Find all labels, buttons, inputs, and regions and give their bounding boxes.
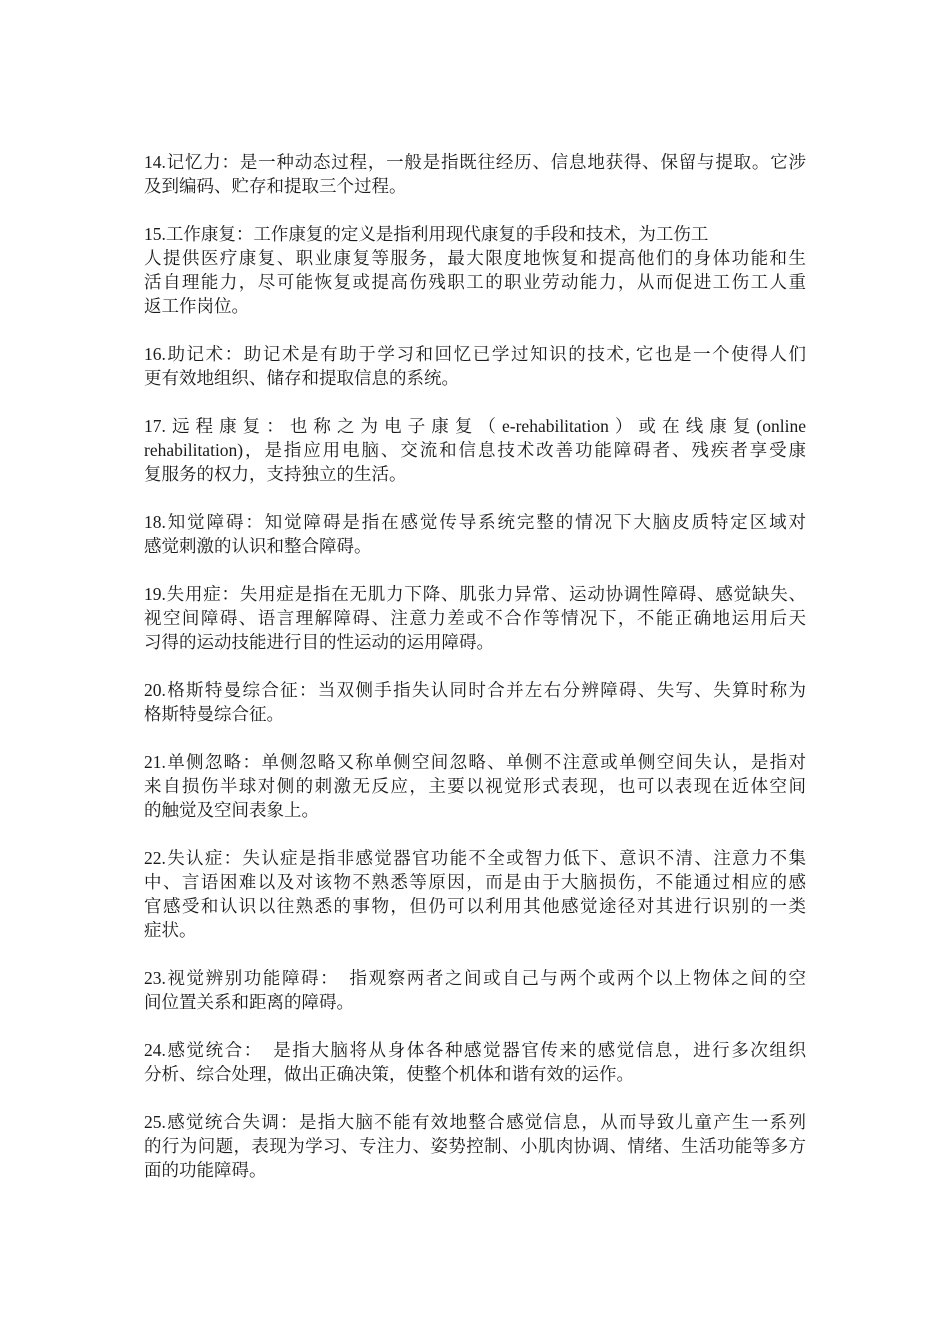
text-line: rehabilitation)，是指应用电脑、交流和信息技术改善功能障碍者、残疾者享受康 bbox=[144, 440, 806, 460]
text-line: 17.远程康复：也称之为电子康复（e-rehabilitation）或在线康复(online bbox=[144, 416, 806, 436]
text-line: 感觉刺激的认识和整合障碍。 bbox=[144, 536, 372, 556]
text-line: 的触觉及空间表象上。 bbox=[144, 800, 319, 820]
entry-16-mnemonics bbox=[144, 342, 806, 390]
text-line: 23.视觉辨别功能障碍： 指观察两者之间或自己与两个或两个以上物体之间的空 bbox=[144, 968, 806, 988]
text-line: 分析、综合处理，做出正确决策，使整个机体和谐有效的运作。 bbox=[144, 1064, 634, 1084]
entry-15-work-rehabilitation bbox=[144, 222, 806, 318]
text-line: 14.记忆力：是一种动态过程，一般是指既往经历、信息地获得、保留与提取。它涉 bbox=[144, 152, 806, 172]
text-line: 面的功能障碍。 bbox=[144, 1160, 267, 1180]
text-line: 15.工作康复：工作康复的定义是指利用现代康复的手段和技术，为工伤工 bbox=[144, 224, 709, 244]
text-line: 及到编码、贮存和提取三个过程。 bbox=[144, 176, 407, 196]
text-line: 视空间障碍、语言理解障碍、注意力差或不合作等情况下，不能正确地运用后天 bbox=[144, 608, 806, 628]
text-line: 的行为问题，表现为学习、专注力、姿势控制、小肌肉协调、情绪、生活功能等多方 bbox=[144, 1136, 806, 1156]
entry-14-memory bbox=[144, 150, 806, 198]
text-line: 21.单侧忽略：单侧忽略又称单侧空间忽略、单侧不注意或单侧空间失认，是指对 bbox=[144, 752, 806, 772]
entry-18-perceptual-disorder bbox=[144, 510, 806, 558]
text-line: 中、言语困难以及对该物不熟悉等原因，而是由于大脑损伤，不能通过相应的感 bbox=[144, 872, 806, 892]
text-line: 18.知觉障碍：知觉障碍是指在感觉传导系统完整的情况下大脑皮质特定区域对 bbox=[144, 512, 806, 532]
entry-19-apraxia bbox=[144, 582, 806, 654]
text-line: 症状。 bbox=[144, 920, 197, 940]
document-body bbox=[144, 150, 806, 1206]
entry-20-gerstmann-syndrome bbox=[144, 678, 806, 726]
text-line: 来自损伤半球对侧的刺激无反应，主要以视觉形式表现，也可以表现在近体空间 bbox=[144, 776, 806, 796]
text-line: 返工作岗位。 bbox=[144, 296, 249, 316]
text-line: 习得的运动技能进行目的性运动的运用障碍。 bbox=[144, 632, 494, 652]
text-line: 19.失用症：失用症是指在无肌力下降、肌张力异常、运动协调性障碍、感觉缺失、 bbox=[144, 584, 806, 604]
text-line: 官感受和认识以往熟悉的事物，但仍可以利用其他感觉途径对其进行识别的一类 bbox=[144, 896, 806, 916]
text-line: 更有效地组织、储存和提取信息的系统。 bbox=[144, 368, 459, 388]
text-line: 16.助记术：助记术是有助于学习和回忆已学过知识的技术, 它也是一个使得人们 bbox=[144, 344, 806, 364]
text-line: 22.失认症：失认症是指非感觉器官功能不全或智力低下、意识不清、注意力不集 bbox=[144, 848, 806, 868]
entry-25-sensory-integration-dysfunction bbox=[144, 1110, 806, 1182]
text-line: 复服务的权力，支持独立的生活。 bbox=[144, 464, 407, 484]
text-line: 24.感觉统合： 是指大脑将从身体各种感觉器官传来的感觉信息，进行多次组织 bbox=[144, 1040, 806, 1060]
entry-24-sensory-integration bbox=[144, 1038, 806, 1086]
text-line: 间位置关系和距离的障碍。 bbox=[144, 992, 354, 1012]
entry-23-visual-discrimination-disorder bbox=[144, 966, 806, 1014]
entry-17-telerehabilitation bbox=[144, 414, 806, 486]
entry-22-agnosia bbox=[144, 846, 806, 942]
text-line: 格斯特曼综合征。 bbox=[144, 704, 284, 724]
text-line: 人提供医疗康复、职业康复等服务，最大限度地恢复和提高他们的身体功能和生 bbox=[144, 248, 806, 268]
entry-21-unilateral-neglect bbox=[144, 750, 806, 822]
text-line: 活自理能力，尽可能恢复或提高伤残职工的职业劳动能力，从而促进工伤工人重 bbox=[144, 272, 806, 292]
text-line: 25.感觉统合失调：是指大脑不能有效地整合感觉信息，从而导致儿童产生一系列 bbox=[144, 1112, 806, 1132]
text-line: 20.格斯特曼综合征：当双侧手指失认同时合并左右分辨障碍、失写、失算时称为 bbox=[144, 680, 806, 700]
